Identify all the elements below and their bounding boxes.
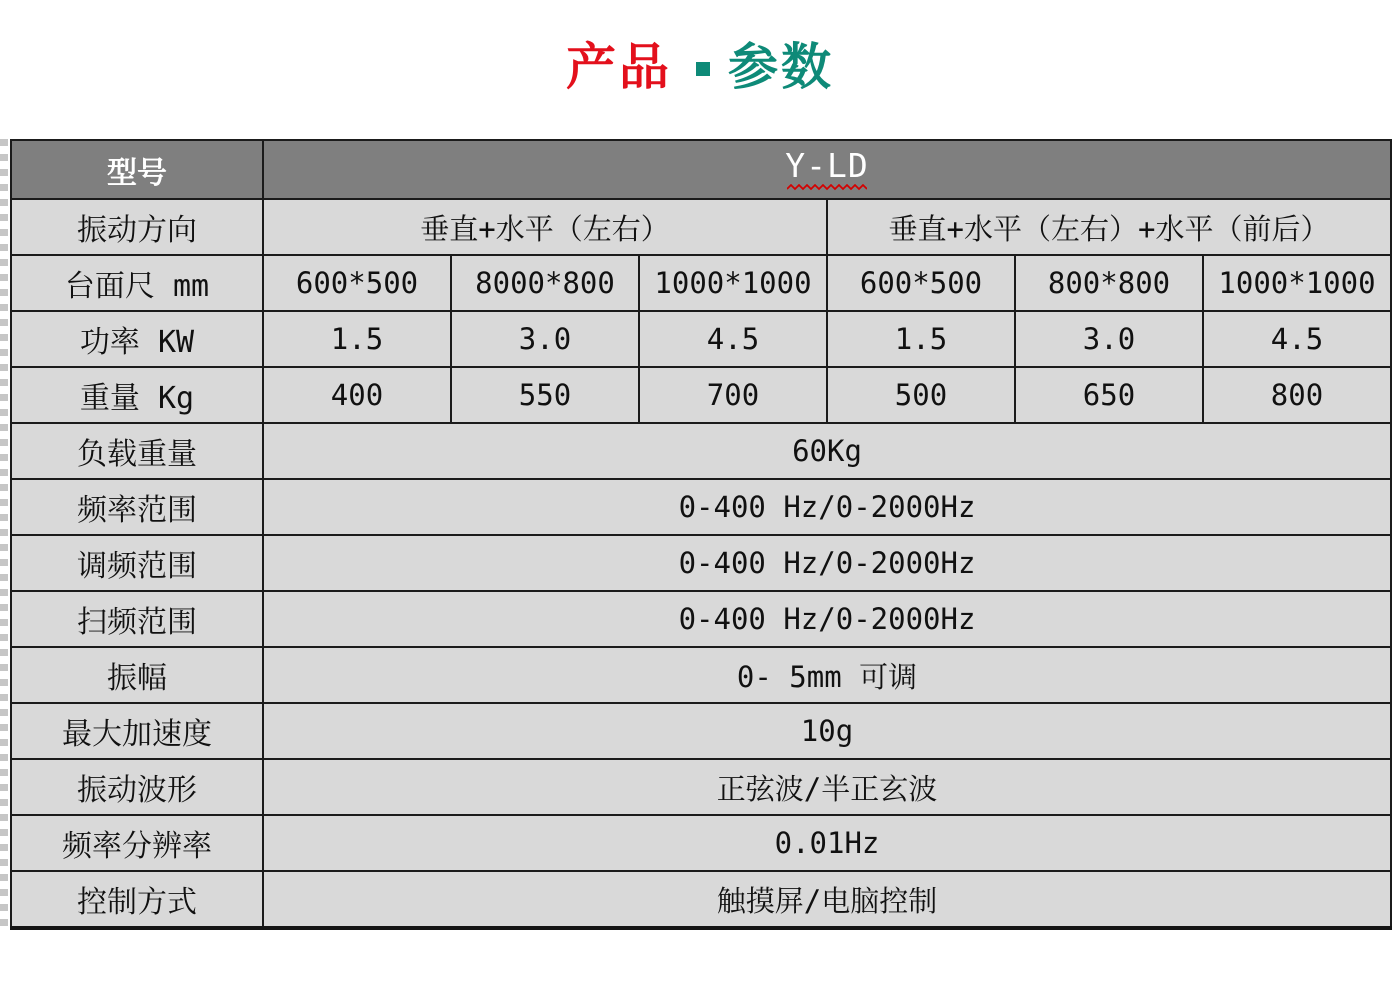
max-acceleration-value: 10g (263, 703, 1391, 759)
table-row-load-weight (11, 423, 1391, 479)
table-size-cell: 8000*800 (451, 255, 639, 311)
weight-cell: 400 (263, 367, 451, 423)
row-label-frequency-range: 频率范围 (11, 479, 263, 535)
power-cell: 4.5 (1203, 311, 1391, 367)
vibration-direction-left: 垂直+水平（左右） (263, 199, 827, 255)
weight-cell: 500 (827, 367, 1015, 423)
weight-cell: 550 (451, 367, 639, 423)
spec-table (10, 139, 1392, 930)
table-row-model (11, 140, 1391, 199)
sweep-range-value: 0-400 Hz/0-2000Hz (263, 591, 1391, 647)
row-label-frequency-resolution: 频率分辨率 (11, 815, 263, 871)
table-row-amplitude (11, 647, 1391, 703)
row-label-table-size: 台面尺 mm (11, 255, 263, 311)
frequency-range-value: 0-400 Hz/0-2000Hz (263, 479, 1391, 535)
table-size-cell: 800*800 (1015, 255, 1203, 311)
page-title-parameters: 参数 (728, 39, 834, 95)
page-break-dashes (0, 139, 8, 930)
row-label-power: 功率 KW (11, 311, 263, 367)
table-row-waveform (11, 759, 1391, 815)
table-row-max-acceleration (11, 703, 1391, 759)
row-label-sweep-range: 扫频范围 (11, 591, 263, 647)
control-mode-value: 触摸屏/电脑控制 (263, 871, 1391, 928)
row-label-waveform: 振动波形 (11, 759, 263, 815)
power-cell: 4.5 (639, 311, 827, 367)
model-value-cell (263, 140, 1391, 199)
row-label-model: 型号 (11, 140, 263, 199)
row-label-fm-range: 调频范围 (11, 535, 263, 591)
table-row-weight (11, 367, 1391, 423)
table-row-table-size (11, 255, 1391, 311)
table-size-cell: 600*500 (827, 255, 1015, 311)
table-row-frequency-range (11, 479, 1391, 535)
weight-cell: 700 (639, 367, 827, 423)
spec-table-wrap (10, 139, 1392, 930)
power-cell: 1.5 (827, 311, 1015, 367)
table-row-power (11, 311, 1391, 367)
table-size-cell: 600*500 (263, 255, 451, 311)
fm-range-value: 0-400 Hz/0-2000Hz (263, 535, 1391, 591)
table-row-sweep-range (11, 591, 1391, 647)
table-row-fm-range (11, 535, 1391, 591)
table-size-cell: 1000*1000 (1203, 255, 1391, 311)
table-row-vibration-direction (11, 199, 1391, 255)
frequency-resolution-value: 0.01Hz (263, 815, 1391, 871)
weight-cell: 650 (1015, 367, 1203, 423)
row-label-max-acceleration: 最大加速度 (11, 703, 263, 759)
table-row-frequency-resolution (11, 815, 1391, 871)
power-cell: 1.5 (263, 311, 451, 367)
model-value: Y-LD (785, 145, 869, 185)
vibration-direction-right: 垂直+水平（左右）+水平（前后） (827, 199, 1391, 255)
power-cell: 3.0 (451, 311, 639, 367)
page-title (0, 40, 1400, 95)
title-dot-icon (696, 62, 710, 76)
amplitude-value: 0- 5mm 可调 (263, 647, 1391, 703)
row-label-vibration-direction: 振动方向 (11, 199, 263, 255)
row-label-control-mode: 控制方式 (11, 871, 263, 928)
row-label-weight: 重量 Kg (11, 367, 263, 423)
load-weight-value: 60Kg (263, 423, 1391, 479)
row-label-amplitude: 振幅 (11, 647, 263, 703)
page-title-product: 产品 (566, 39, 672, 95)
weight-cell: 800 (1203, 367, 1391, 423)
waveform-value: 正弦波/半正玄波 (263, 759, 1391, 815)
table-row-control-mode (11, 871, 1391, 928)
power-cell: 3.0 (1015, 311, 1203, 367)
spellcheck-squiggle-icon (787, 184, 867, 191)
table-size-cell: 1000*1000 (639, 255, 827, 311)
row-label-load-weight: 负载重量 (11, 423, 263, 479)
